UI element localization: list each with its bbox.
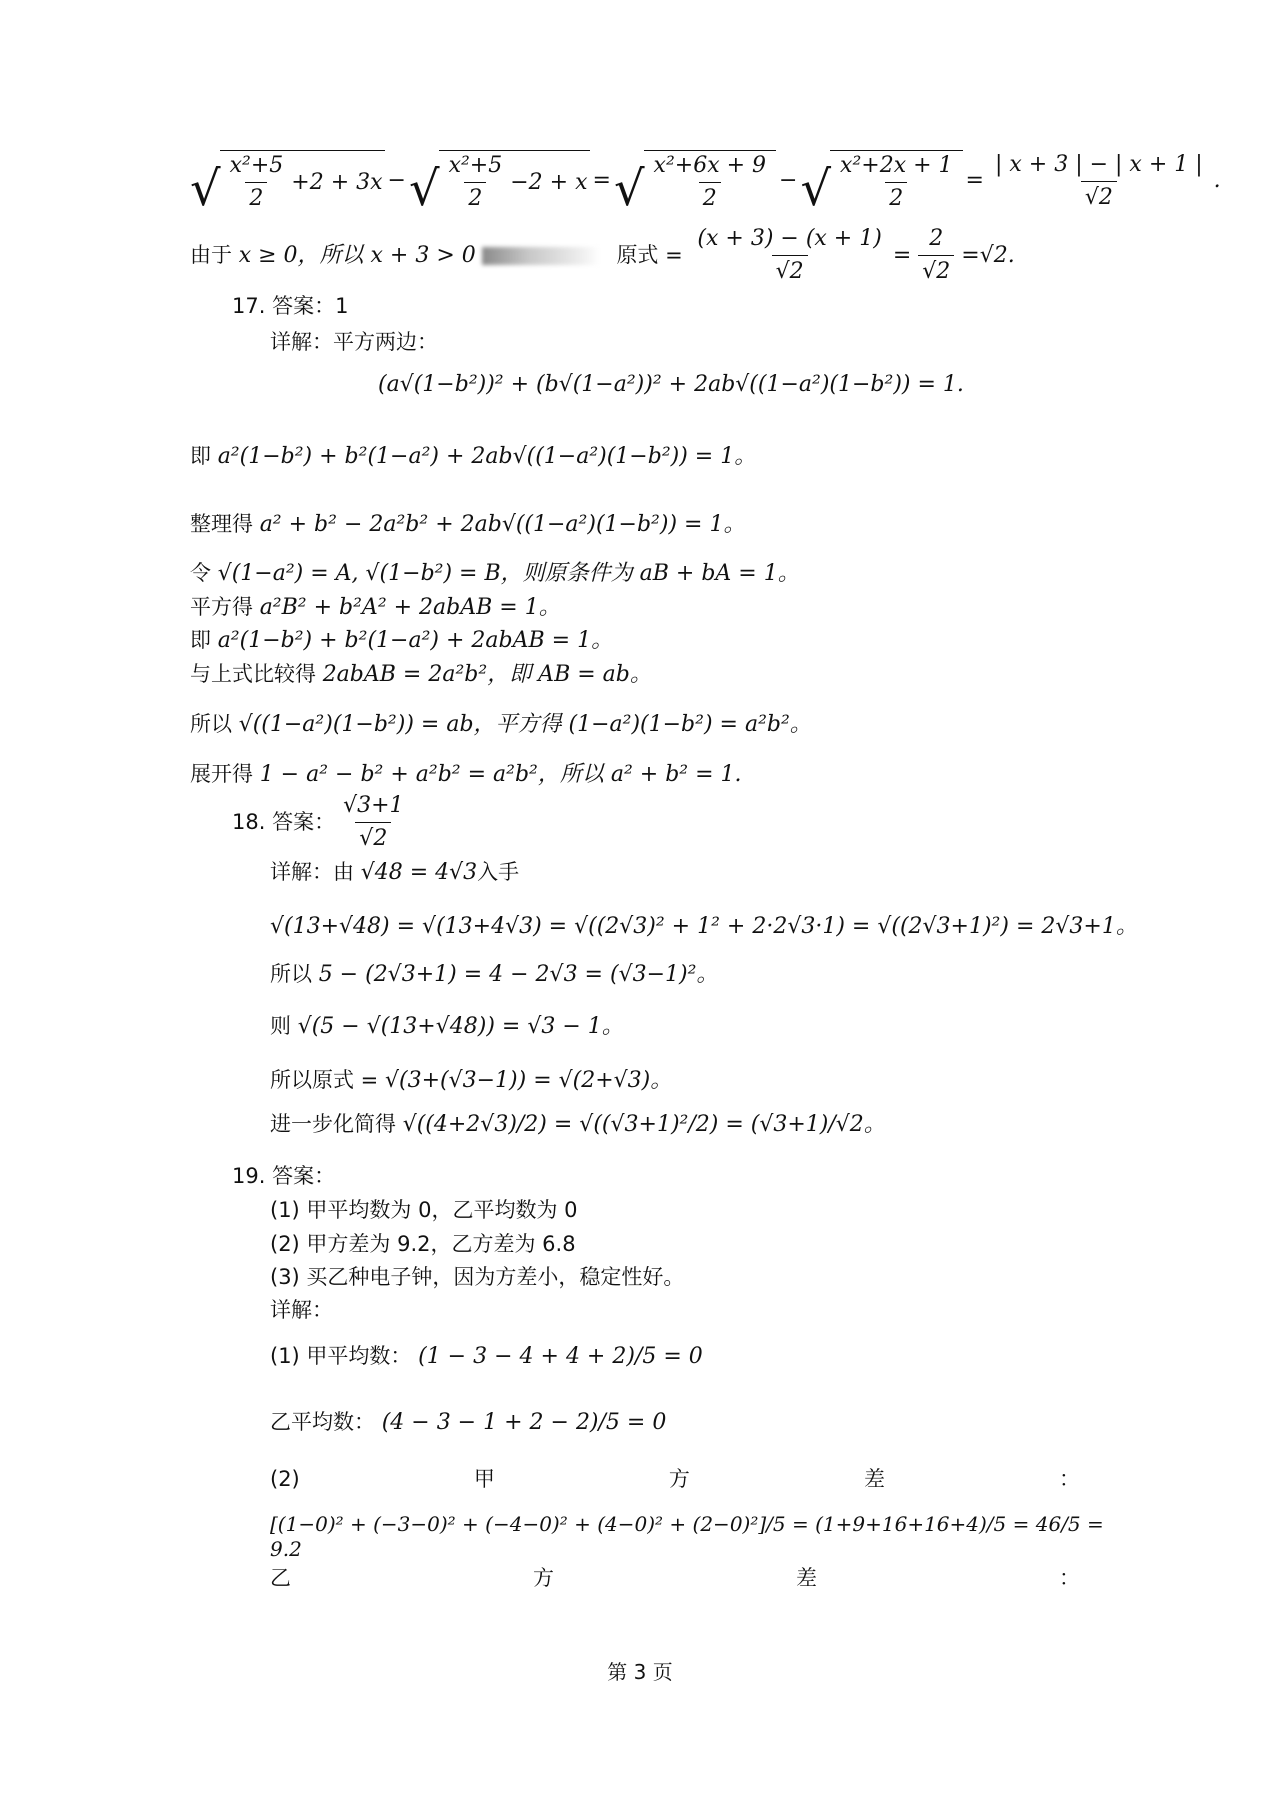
q17-line-4: 平方得 a²B² + b²A² + 2abAB = 1。 [190,595,561,620]
q17-eq1: (a√(1−b²))² + (b√(1−a²))² + 2ab√((1−a²)(1−b²)) = 1. [378,372,964,397]
q19-variance-1-words: (2) 甲 方 差 ： [270,1467,1080,1491]
q17-line-5: 即 a²(1−b²) + b²(1−a²) + 2abAB = 1。 [190,628,614,653]
page-number: 第 3 页 [607,1660,673,1684]
q18-line-3: 所以 5 − (2√3+1) = 4 − 2√3 = (√3−1)²。 [270,962,719,987]
q19-mean-2: 乙平均数： (4 − 3 − 1 + 2 − 2)/5 = 0 [270,1410,667,1435]
q17-line-3: 令 √(1−a²) = A, √(1−b²) = B，则原条件为 aB + bA = 1。 [190,561,800,586]
q19-variance-2-words: 乙 方 差 ： [270,1566,1080,1590]
q19-title: 19. 答案： [232,1164,336,1188]
q19-answer-1: (1) 甲平均数为 0，乙平均数为 0 [270,1198,578,1222]
q18-line-4: 则 √(5 − √(13+√48)) = √3 − 1。 [270,1014,624,1039]
q19-answer-3: (3) 买乙种电子钟，因为方差小，稳定性好。 [270,1265,685,1289]
q18-title: 18. 答案： $\frac{√3+1}{√2}$ [232,793,404,852]
q18-line-6: 进一步化简得 √((4+2√3)/2) = √((√3+1)²/2) = (√3+1)/√2。 [270,1112,886,1137]
q19-mean-1: (1) 甲平均数： (1 − 3 − 4 + 4 + 2)/5 = 0 [270,1344,703,1369]
q17-title: 17. 答案：1 [232,294,349,318]
q19-answer-2: (2) 甲方差为 9.2，乙方差为 6.8 [270,1232,576,1256]
q17-line-8: 展开得 1 − a² − b² + a²b² = a²b²，所以 a² + b² = 1. [190,762,742,787]
intro-line-b: 由于 x ≥ 0，所以 x + 3 > 0 原式 = $\frac{(x + 3) - (x + 1)}{√2}$ = $\frac{2}{√2}$ =√2. [190,226,1015,285]
q17-line-7: 所以 √((1−a²)(1−b²)) = ab，平方得 (1−a²)(1−b²) = a²b²。 [190,712,812,737]
q19-detail-label: 详解： [270,1298,333,1322]
q17-line-2: 整理得 a² + b² − 2a²b² + 2ab√((1−a²)(1−b²)) = 1。 [190,512,746,537]
q19-variance-1-formula: [(1−0)² + (−3−0)² + (−4−0)² + (4−0)² + (2−0)²]/5 = (1+9+16+16+4)/5 = 46/5 = 9.2 [270,1512,1104,1562]
redaction-blur [482,247,600,265]
intro-line-a: √ $\frac{\text{x²+5}}{2}$ +2 + 3x − √ $\frac{\text{x²+5}}{2}$ −2 + x = √ $\frac{\text{x²+6x + 9}}{2}$ − √ $\frac{\text{x²+2x + 1}}{2}$ = $\frac{| x + 3 | - | x + 1 |}{√2}$ . [190,151,1221,217]
q17-line-1: 即 a²(1−b²) + b²(1−a²) + 2ab√((1−a²)(1−b²)) = 1。 [190,444,757,469]
q18-line-2: √(13+√48) = √(13+4√3) = √((2√3)² + 1² + 2·2√3·1) = √((2√3+1)²) = 2√3+1。 [270,914,1138,939]
q18-line-5: 所以原式 = √(3+(√3−1)) = √(2+√3)。 [270,1068,673,1093]
q17-detail-label: 详解：平方两边： [270,330,438,354]
q17-line-6: 与上式比较得 2abAB = 2a²b²，即 AB = ab。 [190,662,652,687]
q18-line-1: 详解：由 √48 = 4√3入手 [270,860,520,885]
